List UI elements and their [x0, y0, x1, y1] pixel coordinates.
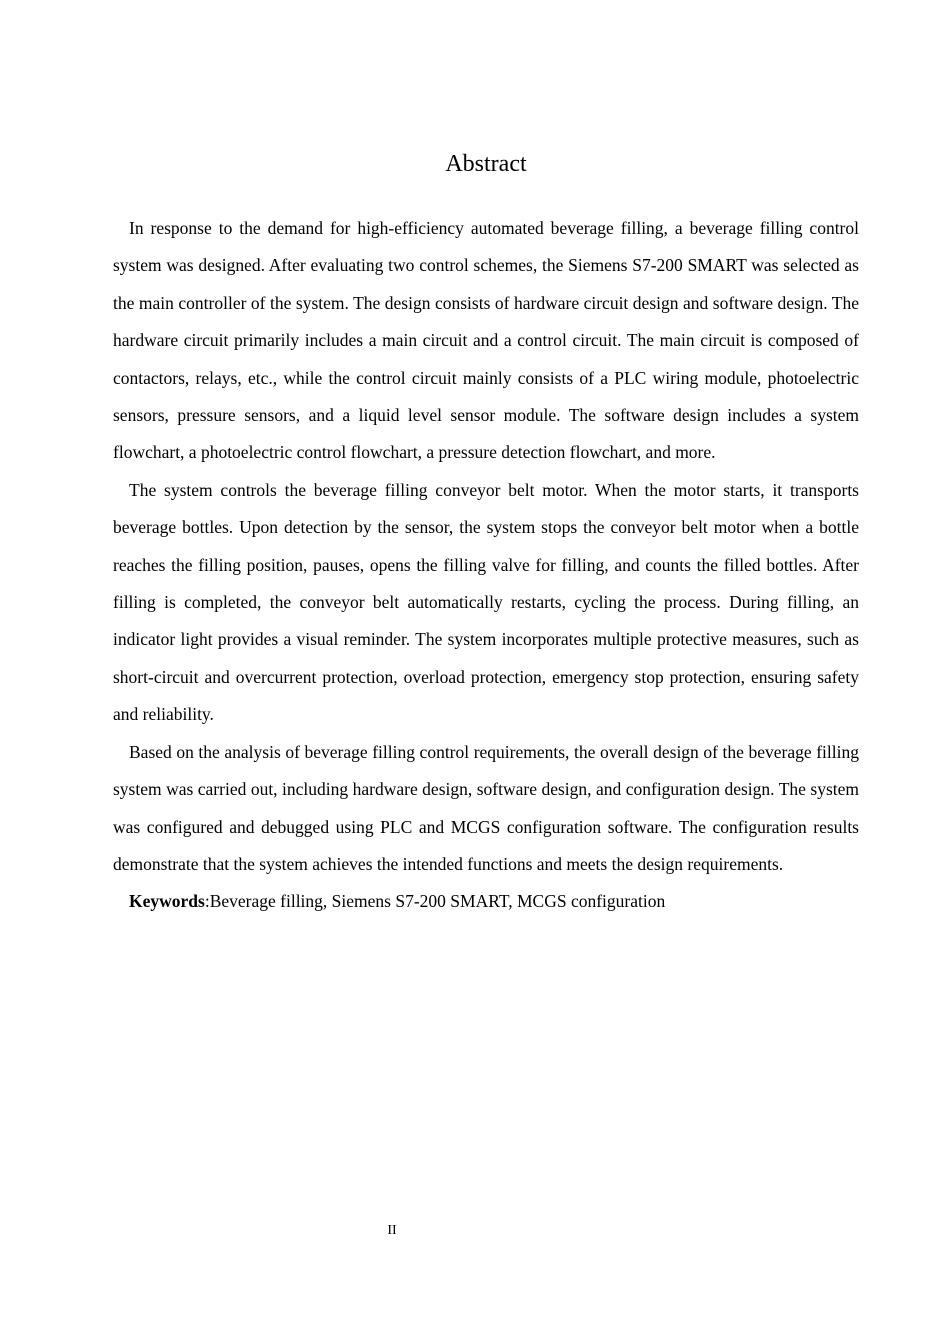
abstract-paragraph-2: The system controls the beverage filling conveyor belt motor. When the motor starts, it transports beverage bottles. Upon detection by the sensor, the system stops the conveyor belt motor when a bottle reaches the filling position, pauses, opens the filling valve for filling, and counts the filled bottles. After filling is completed, the conveyor belt automatically restarts, cycling the process. During filling, an indicator light provides a visual reminder. The system incorporates multiple protective measures, such as short-circuit and overcurrent protection, overload protection, emergency stop protection, ensuring safety and reliability.	[113, 479, 859, 725]
abstract-title: Abstract	[445, 151, 527, 177]
keywords-value: Beverage filling, Siemens S7-200 SMART, MCGS configuration	[209, 891, 666, 912]
abstract-body	[113, 210, 859, 921]
keywords-separator: :	[204, 891, 210, 912]
page-number: II	[387, 1223, 397, 1238]
abstract-paragraph-3: Based on the analysis of beverage filling control requirements, the overall design of the beverage filling system was carried out, including hardware design, software design, and configuration design. The system was configured and debugged using PLC and MCGS configuration software. The configuration results demonstrate that the system achieves the intended functions and meets the design requirements.	[113, 741, 859, 874]
keywords-label: Keywords	[129, 891, 205, 912]
abstract-paragraph-1: In response to the demand for high-efficiency automated beverage filling, a beverage filling control system was designed. After evaluating two control schemes, the Siemens S7-200 SMART was selected as the main controller of the system. The design consists of hardware circuit design and software design. The hardware circuit primarily includes a main circuit and a control circuit. The main circuit is composed of contactors, relays, etc., while the control circuit mainly consists of a PLC wiring module, photoelectric sensors, pressure sensors, and a liquid level sensor module. The software design includes a system flowchart, a photoelectric control flowchart, a pressure detection flowchart, and more.	[113, 218, 859, 463]
keywords-line	[113, 883, 859, 920]
